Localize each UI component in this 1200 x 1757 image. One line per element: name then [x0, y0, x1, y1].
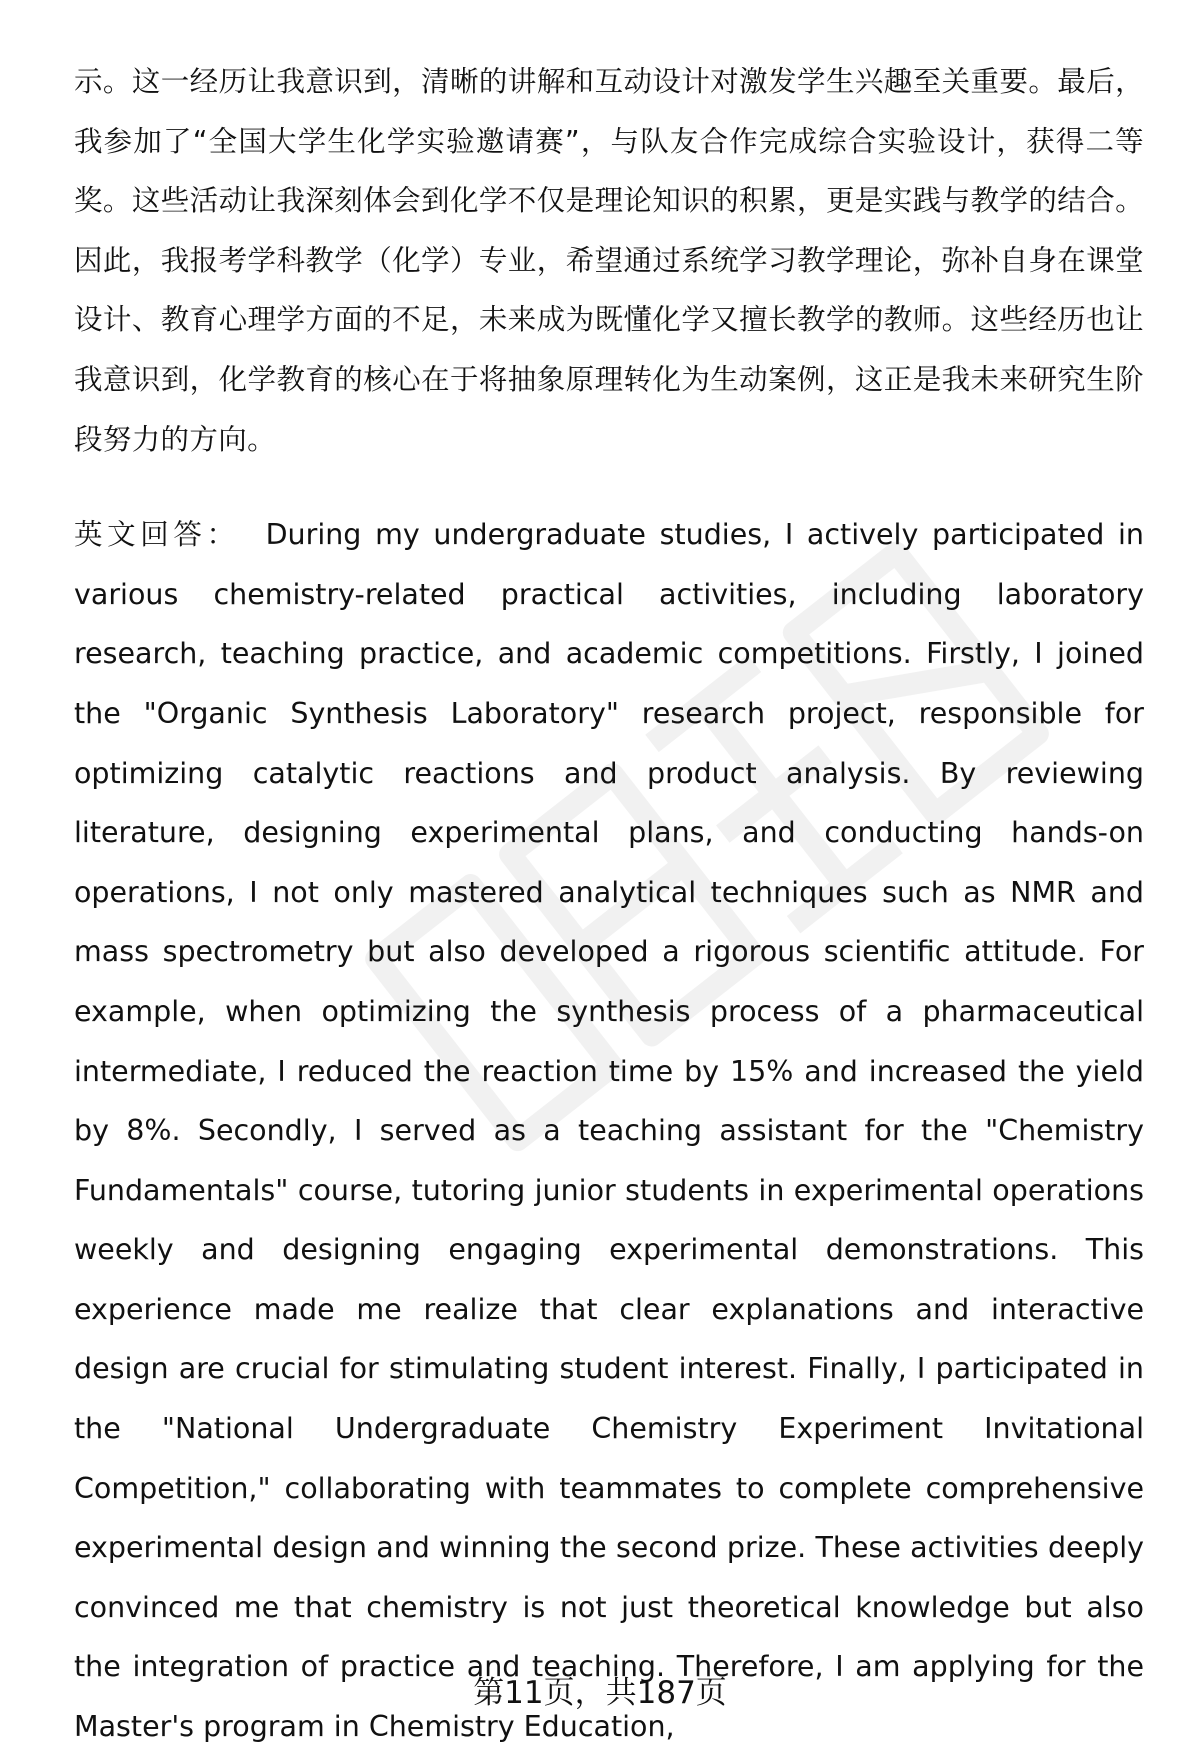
page-number-footer: 第11页，共187页 [473, 1675, 727, 1711]
document-page [74, 52, 1144, 1757]
english-answer-label: 英文回答： [74, 518, 240, 552]
chinese-answer-paragraph: 示。这一经历让我意识到，清晰的讲解和互动设计对激发学生兴趣至关重要。最后，我参加了“全国大学生化学实验邀请赛”，与队友合作完成综合实验设计，获得二等奖。这些活动让我深刻体会到化学不仅是理论知识的积累，更是实践与教学的结合。因此，我报考学科教学（化学）专业，希望通过系统学习教学理论，弥补自身在课堂设计、教育心理学方面的不足，未来成为既懂化学又擅长教学的教师。这些经历也让我意识到，化学教育的核心在于将抽象原理转化为生动案例，这正是我未来研究生阶段努力的方向。 [74, 65, 1144, 456]
english-answer-text: During my undergraduate studies, I actively participated in various chemistry-related practical activities, including laboratory research, teaching practice, and academic competitions. Firstly, I joined the "Organic Synthesis Laboratory" research project, responsible for optimizing catalytic reactions and product analysis. By reviewing literature, designing experimental plans, and conducting hands-on operations, I not only mastered analytical techniques such as NMR and mass spectrometry but also developed a rigorous scientific attitude. For example, when optimizing the synthesis process of a pharmaceutical intermediate, I reduced the reaction time by 15% and increased the yield by 8%. Secondly, I served as a teaching assistant for the "Chemistry Fundamentals" course, tutoring junior students in experimental operations weekly and designing engaging experimental demonstrations. This experience made me realize that clear explanations and interactive design are crucial for stimulating student interest. Finally, I participated in the "National Undergraduate Chemistry Experiment Invitational Competition," collaborating with teammates to complete comprehensive experimental design and winning the second prize. These activities deeply convinced me that chemistry is not just theoretical knowledge but also the integration of practice and teaching. Therefore, I am applying for the Master's program in Chemistry Education, [74, 518, 1144, 1744]
english-answer-paragraph [74, 505, 1144, 1756]
